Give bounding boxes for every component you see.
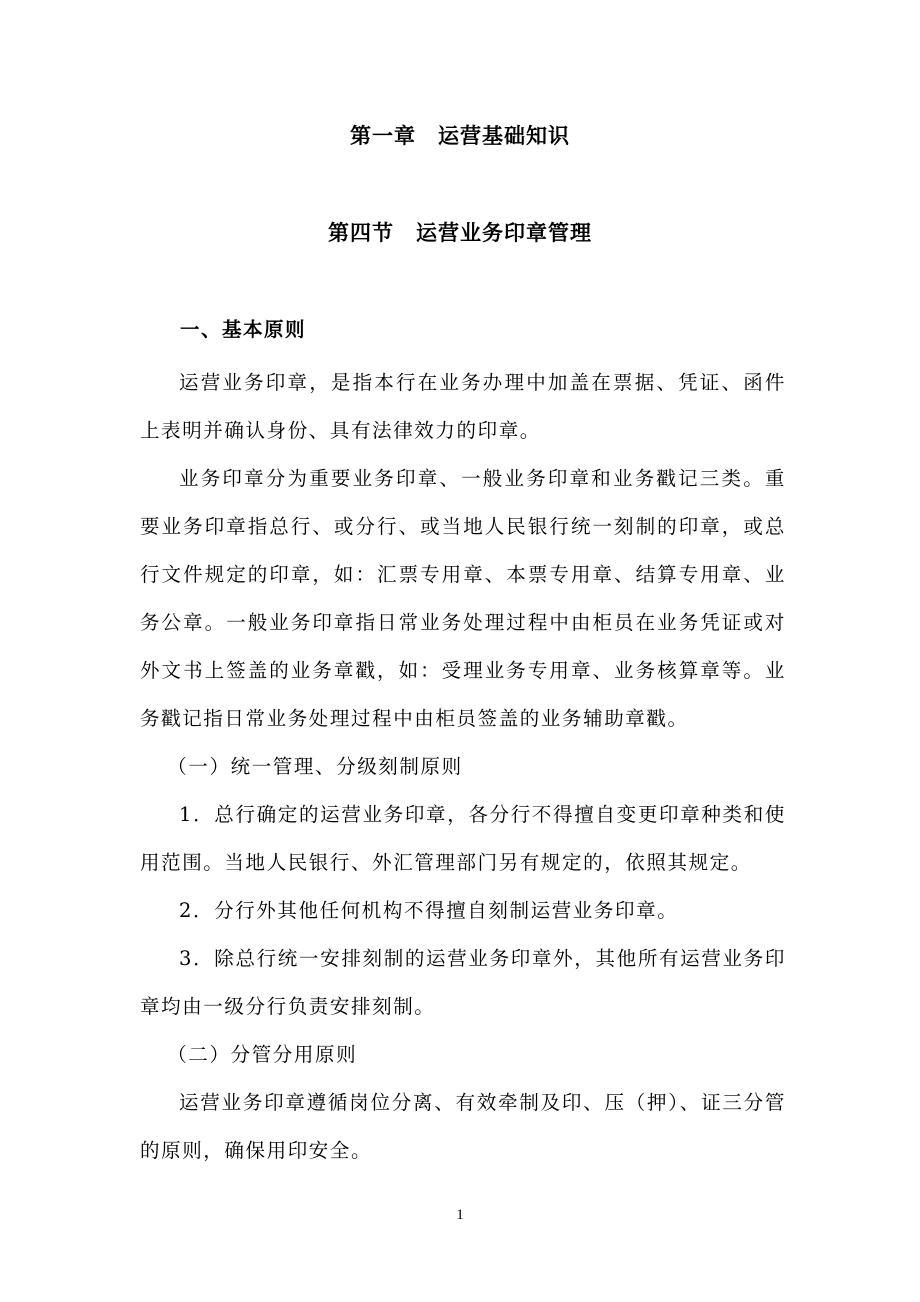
subheading-basic-principles: 一、基本原则 [180,318,307,341]
section-title: 第四节 运营业务印章管理 [328,221,592,245]
paragraph-definition: 运营业务印章，是指本行在业务办理中加盖在票据、凭证、函件上表明并确认身份、具有法律效力的印章。 [140,371,786,442]
chapter-title: 第一章 运营基础知识 [350,124,570,148]
body-text [140,359,786,1175]
paragraph-classification: 业务印章分为重要业务印章、一般业务印章和业务戳记三类。重要业务印章指总行、或分行、或当地人民银行统一刻制的印章，或总行文件规定的印章，如：汇票专用章、本票专用章、结算专用章、业务公章。一般业务印章指日常业务处理过程中由柜员在业务凭证或对外文书上签盖的业务章戳，如：受理业务专用章、业务核算章等。业务戳记指日常业务处理过程中由柜员签盖的业务辅助章戳。 [140,467,786,730]
paragraph-separation: 运营业务印章遵循岗位分离、有效牵制及印、压（押）、证三分管的原则，确保用印安全。 [140,1091,786,1162]
list-item-1: 1．总行确定的运营业务印章，各分行不得擅自变更印章种类和使用范围。当地人民银行、外汇管理部门另有规定的，依照其规定。 [140,803,786,874]
page-number: 1 [456,1207,464,1223]
list-item-2: 2．分行外其他任何机构不得擅自刻制运营业务印章。 [179,899,679,922]
list-item-3: 3．除总行统一安排刻制的运营业务印章外，其他所有运营业务印章均由一级分行负责安排刻制。 [140,947,786,1018]
subsection-heading-unified-management: （一）统一管理、分级刻制原则 [167,755,463,778]
subsection-heading-separate-management: （二）分管分用原则 [167,1043,358,1066]
